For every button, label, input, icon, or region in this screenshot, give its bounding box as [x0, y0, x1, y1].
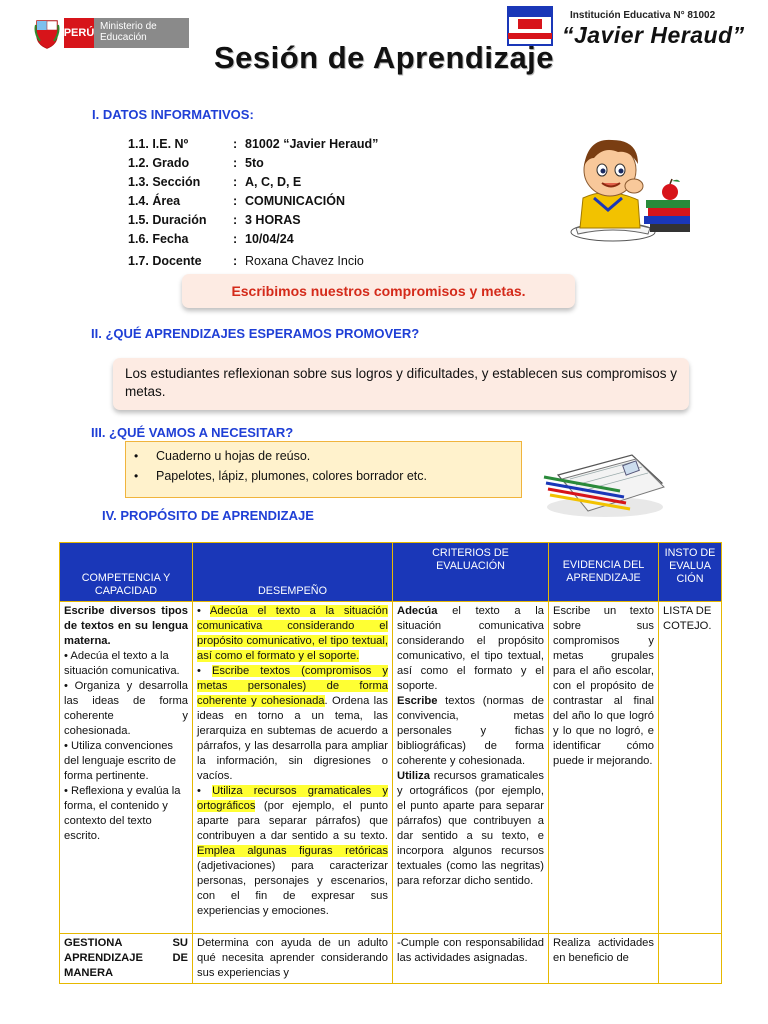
- cell-criterios: -Cumple con responsabilidad las actividades asignadas.: [393, 934, 549, 984]
- info-row-duracion: 1.5. Duración : 3 HORAS: [128, 212, 301, 227]
- criterio-item: Adecúa el texto a la situación comunicativa considerando el propósito comunicativo, el tipo textual, así como el formato y el soporte.: [397, 605, 544, 692]
- cell-instrumento: [659, 934, 722, 984]
- capacidad-item: • Adecúa el texto a la situación comunicativa.: [64, 650, 180, 677]
- info-label: 1.3. Sección: [128, 174, 201, 189]
- table-row: [60, 934, 722, 984]
- highlighted-text: Emplea algunas figuras retóricas: [197, 845, 388, 857]
- info-label: 1.2. Grado: [128, 155, 190, 170]
- cell-evidencia: Escribe un texto sobre sus compromisos y metas grupales para el año escolar, con el propósito de contrastar al final del año lo que logró y lo que no logró, e identificar cómo puede ir mejorando.: [549, 602, 659, 934]
- cell-instrumento: LISTA DE COTEJO.: [659, 602, 722, 934]
- header-evidencia: EVIDENCIA DEL APRENDIZAJE: [549, 543, 659, 602]
- info-value: 3 HORAS: [245, 212, 301, 227]
- capacidad-item: • Utiliza convenciones del lenguaje escrito de forma pertinente.: [64, 740, 176, 782]
- section-heading-aprendizajes: II. ¿QUÉ APRENDIZAJES ESPERAMOS PROMOVER?: [91, 326, 420, 341]
- criterio-item: Escribe textos (normas de convivencia, metas personales y fichas bibliográficas) de forma coherente y cohesionada.: [397, 695, 544, 767]
- session-topic-banner: Escribimos nuestros compromisos y metas.: [182, 274, 575, 308]
- school-name: “Javier Heraud”: [562, 22, 745, 48]
- info-label: 1.4. Área: [128, 193, 181, 208]
- criterio-item: Utiliza recursos gramaticales y ortográficos (por ejemplo, el punto aparte para separar párrafos) que contribuyen a dar sentido a su texto, e incorpora algunos recursos textuales (como las negritas) para reforzar dicho sentido.: [397, 770, 544, 887]
- highlighted-text: Escribe textos (compromisos y metas personales) de forma coherente y cohesionada: [197, 665, 388, 707]
- info-list: [128, 134, 378, 270]
- info-label: 1.5. Duración: [128, 212, 207, 227]
- cell-criterios: [393, 602, 549, 934]
- page-title: Sesión de Aprendizaje: [213, 40, 555, 75]
- info-row-seccion: 1.3. Sección : A, C, D, E: [128, 174, 302, 189]
- info-value: 81002 “Javier Heraud”: [245, 136, 379, 151]
- info-label: 1.7. Docente: [128, 253, 202, 268]
- capacidad-item: • Reflexiona y evalúa la forma, el contenido y contexto del texto escrito.: [64, 785, 181, 842]
- info-row-grado: 1.2. Grado : 5to: [128, 155, 264, 170]
- desempeno-item: • Utiliza recursos gramaticales y ortográficos (por ejemplo, el punto aparte para separar párrafos) que contribuyen a dar sentido a su texto. Emplea algunas figuras retóricas (adjetivaciones) para caracterizar personas, personajes y escenarios, con el fin de expresar sus experiencias y emociones.: [197, 785, 388, 917]
- desempeno-item: • Adecúa el texto a la situación comunicativa considerando el propósito comunicativo, el tipo textual, así como el formato y el soporte.: [197, 605, 388, 662]
- desempeno-item: • Escribe textos (compromisos y metas personales) de forma coherente y cohesionada. Ordena las ideas en torno a un tema, las jerarquiza en subtemas de acuerdo a párrafos, y las desarrolla para ampliar la información, sin digresiones o vacíos.: [197, 665, 388, 782]
- competencia-title: Escribe diversos tipos de textos en su lengua materna.: [64, 605, 188, 647]
- list-item: • Cuaderno u hojas de reúso.: [134, 449, 311, 463]
- info-value: 10/04/24: [245, 231, 294, 246]
- school-institution-label: Institución Educativa N° 81002: [570, 10, 716, 21]
- table-header-row: [60, 543, 722, 602]
- cell-desempeno: [193, 602, 393, 934]
- info-row-area: 1.4. Área : COMUNICACIÓN: [128, 193, 345, 208]
- section-heading-proposito: IV. PROPÓSITO DE APRENDIZAJE: [102, 508, 314, 523]
- cell-desempeno: Determina con ayuda de un adulto qué necesita aprender considerando sus experiencias y: [193, 934, 393, 984]
- header-competencia: COMPETENCIA Y CAPACIDAD: [60, 543, 193, 602]
- notebook-pencils-illustration: [540, 437, 670, 519]
- materials-list: [125, 441, 522, 498]
- header-desempeno: DESEMPEÑO: [193, 543, 393, 602]
- capacidad-item: • Organiza y desarrolla las ideas de forma coherente y cohesionada.: [64, 680, 188, 737]
- material-text: Papelotes, lápiz, plumones, colores borrador etc.: [156, 469, 427, 483]
- cell-competencia: [60, 602, 193, 934]
- header-instrumento: INSTO DE EVALUA CIÓN: [659, 543, 722, 602]
- info-value: 5to: [245, 155, 264, 170]
- material-text: Cuaderno u hojas de reúso.: [156, 449, 311, 463]
- info-value: A, C, D, E: [245, 174, 302, 189]
- table-row: [60, 602, 722, 934]
- learning-purpose-table: [59, 542, 722, 984]
- learning-purpose-box: Los estudiantes reflexionan sobre sus logros y dificultades, y establecen sus compromisos y metas.: [113, 358, 689, 410]
- info-row-ie: 1.1. I.E. Nº : 81002 “Javier Heraud”: [128, 136, 379, 151]
- section-heading-necesitar: III. ¿QUÉ VAMOS A NECESITAR?: [91, 425, 294, 440]
- ministry-label: Ministerio de Educación: [94, 18, 189, 48]
- cell-evidencia: Realiza actividades en beneficio de: [549, 934, 659, 984]
- header-criterios: CRITERIOS DE EVALUACIÓN: [393, 543, 549, 602]
- info-label: 1.1. I.E. Nº: [128, 136, 189, 151]
- cell-competencia: GESTIONA SU APRENDIZAJE DE MANERA: [60, 934, 193, 984]
- highlighted-text: Utiliza recursos gramaticales y ortográficos: [197, 785, 388, 812]
- info-row-docente: 1.7. Docente : Roxana Chavez Incio: [128, 253, 364, 268]
- info-label: 1.6. Fecha: [128, 231, 189, 246]
- peru-label: PERÚ: [64, 18, 94, 48]
- list-item: • Papelotes, lápiz, plumones, colores borrador etc.: [134, 469, 427, 483]
- highlighted-text: Adecúa el texto a la situación comunicativa considerando el propósito comunicativo, el tipo textual, así como el formato y el soporte.: [197, 605, 388, 662]
- section-heading-datos: I. DATOS INFORMATIVOS:: [92, 107, 254, 122]
- info-value: COMUNICACIÓN: [245, 193, 345, 208]
- boy-reading-illustration: [548, 128, 698, 244]
- info-row-fecha: 1.6. Fecha : 10/04/24: [128, 231, 294, 246]
- info-value: Roxana Chavez Incio: [245, 253, 364, 268]
